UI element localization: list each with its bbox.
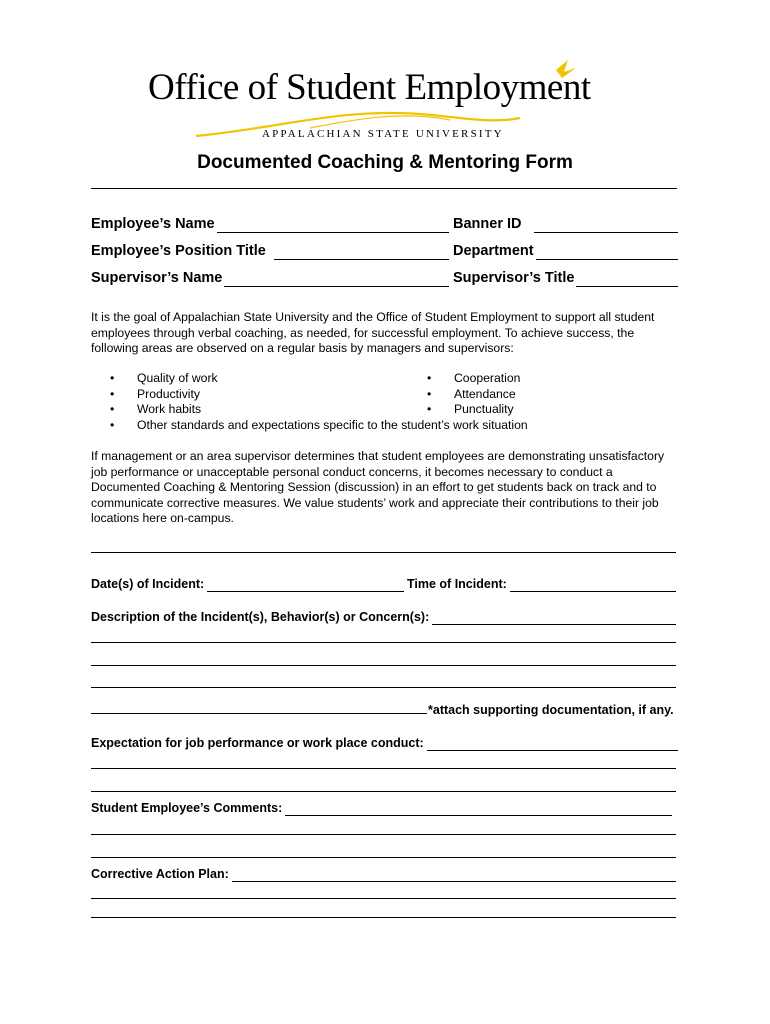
incident-description-line[interactable] (432, 612, 676, 625)
intro-paragraph: It is the goal of Appalachian State University and the Office of Student Employment to support all student employees through verbal coaching, as needed, for successful employment. To achieve success, the following areas are observed on a regular basis by managers and supervisors: (91, 310, 655, 355)
position-title-field[interactable] (91, 243, 449, 260)
description-line[interactable] (91, 665, 676, 666)
list-item: • Quality of work (110, 371, 528, 387)
comments-line[interactable] (285, 803, 672, 816)
corrective-action-label: Corrective Action Plan: (91, 867, 229, 881)
employee-name-line[interactable] (217, 218, 449, 233)
list-item: • Productivity (110, 387, 528, 403)
corrective-action-line[interactable] (91, 917, 676, 918)
incident-time-field[interactable] (407, 577, 676, 592)
description-line[interactable] (91, 687, 676, 688)
incident-date-label: Date(s) of Incident: (91, 577, 205, 591)
logo-title: Office of Student Employment (148, 67, 591, 108)
incident-time-line[interactable] (510, 579, 676, 592)
incident-time-label: Time of Incident: (407, 577, 507, 591)
supervisor-name-line[interactable] (224, 272, 449, 287)
description-line[interactable] (91, 642, 676, 643)
banner-id-field[interactable] (453, 216, 678, 233)
expectation-field[interactable] (91, 736, 678, 751)
banner-id-label: Banner ID (453, 216, 522, 232)
position-title-line[interactable] (274, 245, 449, 260)
corrective-action-field[interactable] (91, 867, 676, 882)
supervisor-title-line[interactable] (576, 272, 678, 287)
second-paragraph: If management or an area supervisor determines that student employees are demonstrating unsatisfactory job performance or unacceptable personal conduct concerns, it becomes necessary to conduct a Documented Coaching & Mentoring Session (discussion) in an effort to get students back on track and to communicate corrective measures. We value students’ work and appreciate their contributions to their job locations here on-campus. (91, 449, 665, 525)
corrective-action-line[interactable] (91, 898, 676, 899)
areas-list-right (427, 371, 520, 418)
employee-name-label: Employee’s Name (91, 216, 215, 232)
position-title-label: Employee’s Position Title (91, 243, 266, 259)
attach-note: *attach supporting documentation, if any. (428, 703, 674, 717)
list-item: • Punctuality (427, 402, 520, 418)
supervisor-name-field[interactable] (91, 270, 449, 287)
comments-line[interactable] (91, 834, 676, 835)
incident-description-label: Description of the Incident(s), Behavior(s) or Concern(s): (91, 610, 430, 624)
incident-description-field[interactable] (91, 610, 676, 625)
department-label: Department (453, 243, 534, 259)
logo-subtitle: APPALACHIAN STATE UNIVERSITY (262, 128, 504, 140)
incident-date-field[interactable] (91, 577, 404, 592)
comments-label: Student Employee’s Comments: (91, 801, 283, 815)
corrective-action-line[interactable] (232, 869, 676, 882)
list-item: • Attendance (427, 387, 520, 403)
department-field[interactable] (453, 243, 678, 260)
list-item: • Other standards and expectations specific to the student’s work situation (110, 418, 528, 434)
form-title: Documented Coaching & Mentoring Form (197, 152, 573, 173)
supervisor-name-label: Supervisor’s Name (91, 270, 223, 286)
list-item: • Work habits (110, 402, 528, 418)
employee-name-field[interactable] (91, 216, 449, 233)
expectation-line[interactable] (91, 791, 676, 792)
supervisor-title-label: Supervisor’s Title (453, 270, 575, 286)
comments-line[interactable] (91, 857, 676, 858)
comments-field[interactable] (91, 801, 672, 816)
title-divider (91, 188, 677, 189)
incident-date-line[interactable] (207, 579, 404, 592)
banner-id-line[interactable] (534, 218, 679, 233)
section-divider (91, 552, 676, 553)
department-line[interactable] (536, 245, 678, 260)
expectation-line[interactable] (91, 768, 676, 769)
description-line[interactable] (91, 713, 427, 714)
expectation-line[interactable] (427, 738, 678, 751)
supervisor-title-field[interactable] (453, 270, 678, 287)
list-item: • Cooperation (427, 371, 520, 387)
expectation-label: Expectation for job performance or work place conduct: (91, 736, 424, 750)
